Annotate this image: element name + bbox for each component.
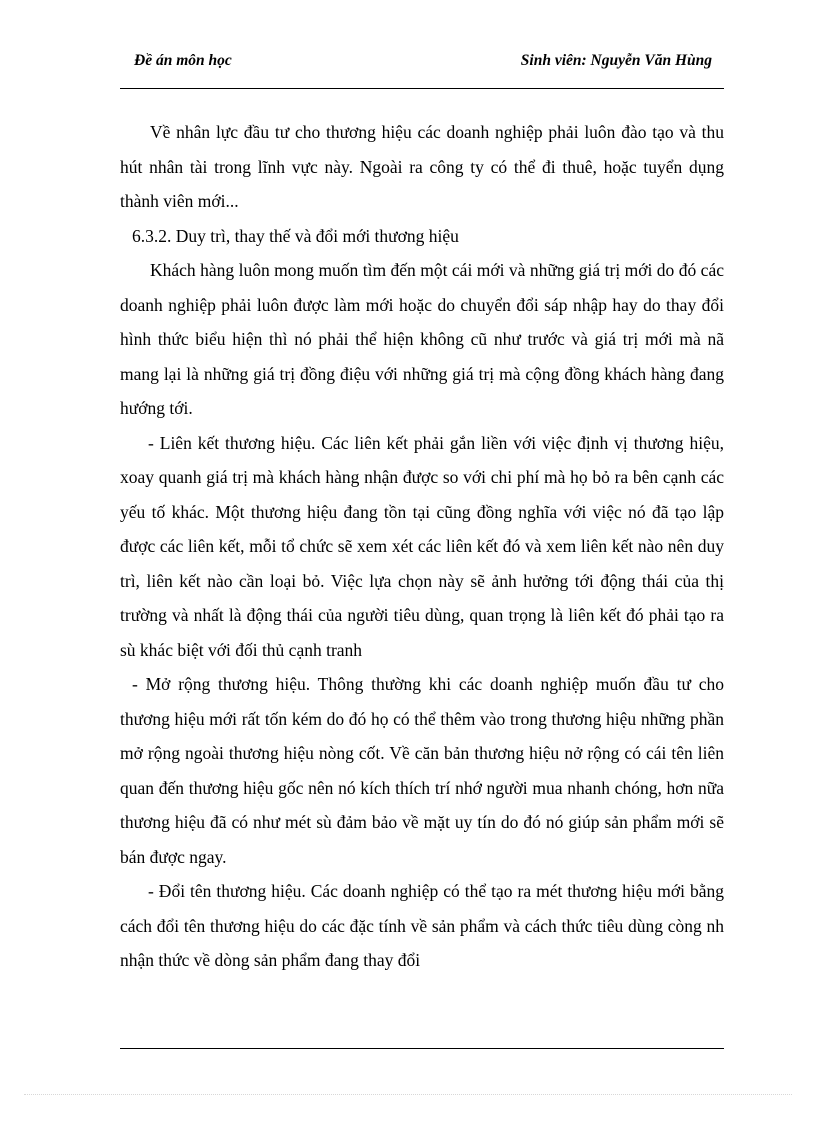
paragraph-brand-association: - Liên kết thương hiệu. Các liên kết phải gắn liền với việc định vị thương hiệu, xoay quanh giá trị mà khách hàng nhận được so với chi phí mà họ bỏ ra bên cạnh các yếu tố khác. Một thương hiệu đang tồn tại cũng đồng nghĩa với việc nó đã tạo lập được các liên kết, mỗi tổ chức sẽ xem xét các liên kết đó và xem liên kết nào nên duy trì, liên kết nào cần loại bỏ. Việc lựa chọn này sẽ ảnh hưởng tới động thái của thị trường và nhất là động thái của người tiêu dùng, quan trọng là liên kết đó phải tạo ra sù khác biệt với đối thủ cạnh tranh [120,432,724,660]
header-rule [120,88,724,89]
section-heading-6-3-2: 6.3.2. Duy trì, thay thế và đổi mới thương hiệu [132,225,459,246]
header-student-name: Sinh viên: Nguyễn Văn Hùng [520,52,712,69]
footer-rule [120,1048,724,1049]
page-header [120,52,724,76]
header-course-title: Đề án môn học [134,52,232,69]
paragraph-brand-renaming: - Đổi tên thương hiệu. Các doanh nghiệp có thể tạo ra mét thương hiệu mới bằng cách đổi tên thương hiệu do các đặc tính về sản phẩm và cách thức tiêu dùng còng nh nhận thức về dòng sản phẩm đang thay đổi [120,881,724,970]
document-body [120,115,724,978]
paragraph-brand-extension: - Mở rộng thương hiệu. Thông thường khi các doanh nghiệp muốn đầu tư cho thương hiệu mới rất tốn kém do đó họ có thể thêm vào trong thương hiệu những phần mở rộng ngoài thương hiệu nòng cốt. Về căn bản thương hiệu nở rộng có cái tên liên quan đến thương hiệu gốc nên nó kích thích trí nhớ người mua nhanh chóng, hơn nữa thương hiệu đã có như mét sù đảm bảo về mặt uy tín do đó nó giúp sản phẩm mới sẽ bán được ngay. [120,674,724,867]
paragraph-human-resources: Về nhân lực đầu tư cho thương hiệu các doanh nghiệp phải luôn đào tạo và thu hút nhân tài trong lĩnh vực này. Ngoài ra công ty có thể đi thuê, hoặc tuyển dụng thành viên mới... [120,122,724,211]
page-edge-dotted-line [24,1094,792,1095]
paragraph-customer-expectation: Khách hàng luôn mong muốn tìm đến một cái mới và những giá trị mới do đó các doanh nghiệp phải luôn được làm mới hoặc do chuyển đổi sáp nhập hay do thay đổi hình thức biểu hiện thì nó phải thể hiện không cũ như trước và giá trị mới mà nã mang lại là những giá trị đồng điệu với những giá trị mà cộng đồng khách hàng đang hướng tới. [120,260,724,418]
